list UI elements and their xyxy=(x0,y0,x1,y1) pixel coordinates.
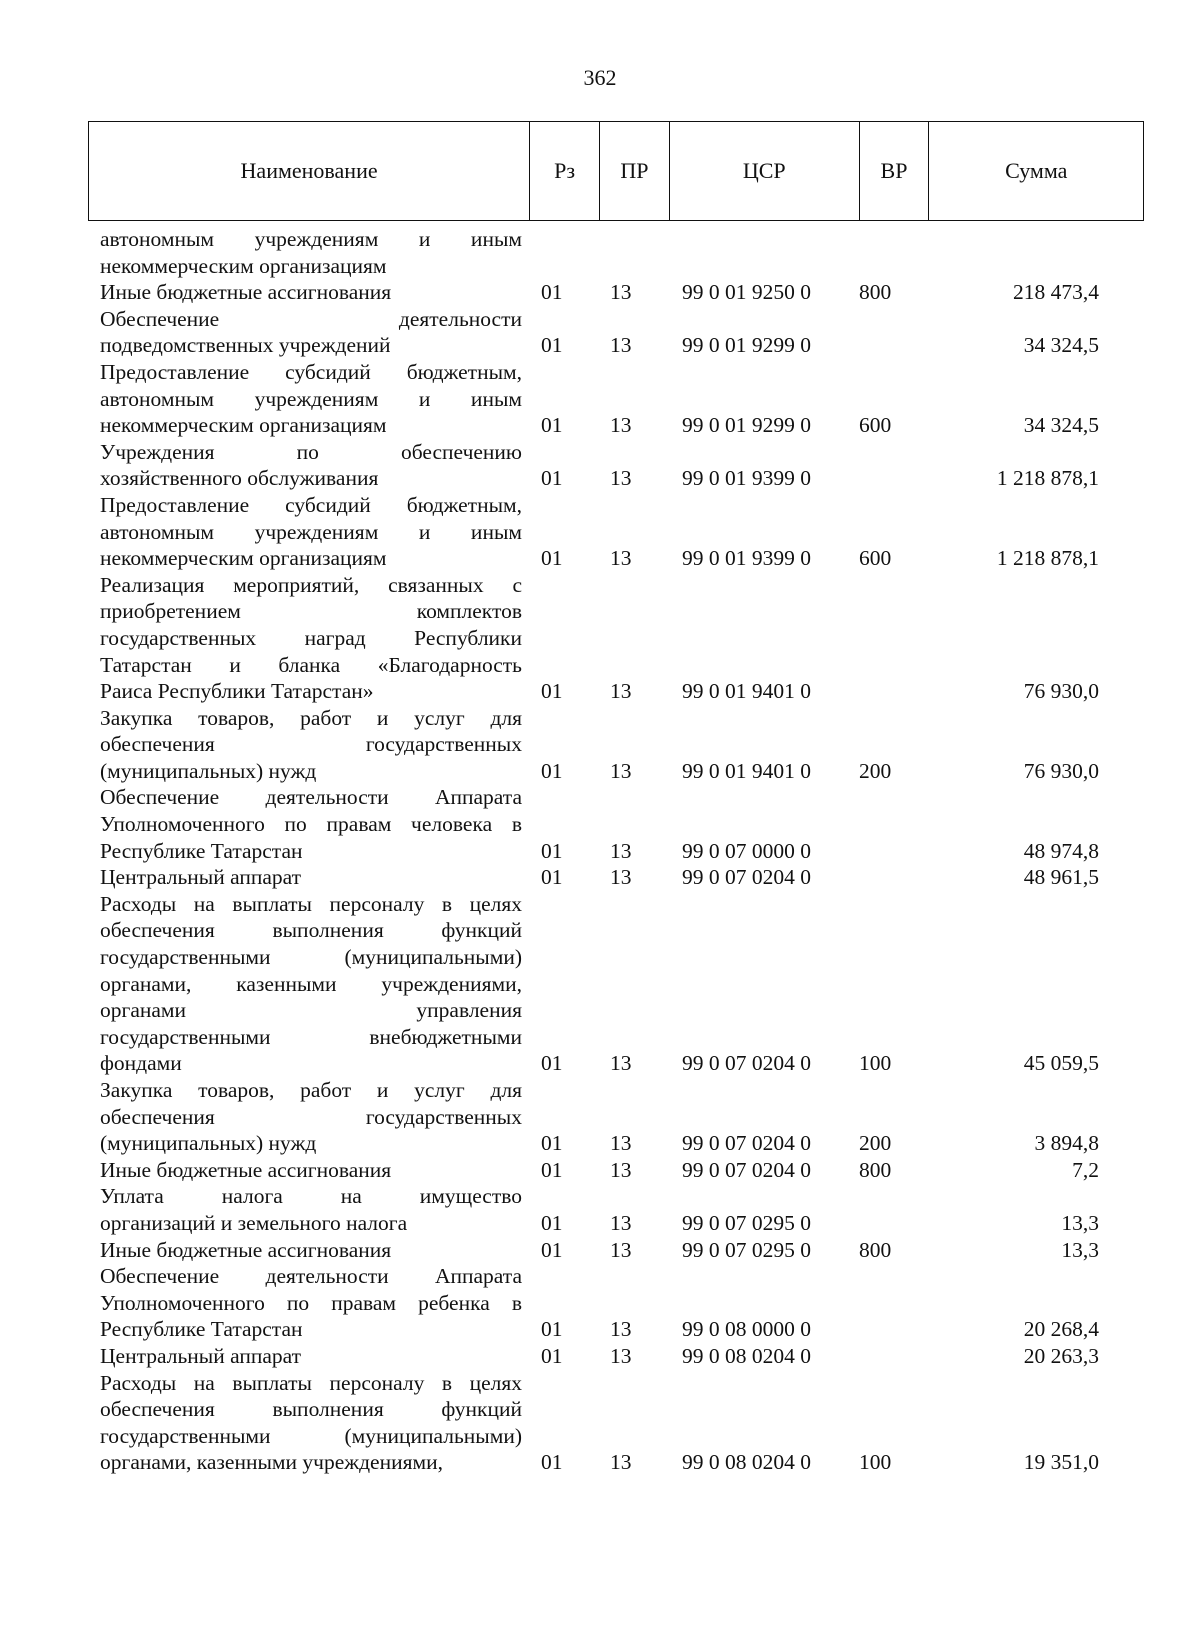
row-name-line: Учреждения по обеспечению xyxy=(100,439,522,464)
cell-rz: 01 xyxy=(541,1317,563,1342)
row-name-line: государственными (муниципальными) xyxy=(100,1423,522,1448)
cell-pr: 13 xyxy=(610,413,632,438)
row-name-line: фондами xyxy=(100,1051,182,1076)
table-row xyxy=(100,1343,1144,1370)
cell-rz: 01 xyxy=(541,679,563,704)
cell-vr: 800 xyxy=(859,280,892,305)
table-row xyxy=(100,864,1144,891)
cell-pr: 13 xyxy=(610,1237,632,1262)
cell-csr: 99 0 01 9299 0 xyxy=(682,413,811,438)
cell-sum: 3 894,8 xyxy=(1034,1131,1099,1156)
table-row xyxy=(100,784,1144,864)
cell-csr: 99 0 01 9399 0 xyxy=(682,546,811,571)
cell-rz: 01 xyxy=(541,1343,563,1368)
row-name-line: Уплата налога на имущество xyxy=(100,1184,522,1209)
cell-rz: 01 xyxy=(541,1131,563,1156)
header-name: Наименование xyxy=(89,122,530,220)
cell-rz: 01 xyxy=(541,466,563,491)
table-row xyxy=(100,279,1144,306)
row-name-line: хозяйственного обслуживания xyxy=(100,466,379,491)
cell-csr: 99 0 07 0000 0 xyxy=(682,838,811,863)
row-name-line: Республике Татарстан xyxy=(100,1317,303,1342)
cell-rz: 01 xyxy=(541,333,563,358)
cell-sum: 45 059,5 xyxy=(1023,1051,1099,1076)
row-name-line: Обеспечение деятельности xyxy=(100,306,522,331)
cell-sum: 7,2 xyxy=(1072,1157,1099,1182)
table-row xyxy=(100,492,1144,572)
cell-csr: 99 0 07 0204 0 xyxy=(682,1157,811,1182)
row-name xyxy=(100,1183,522,1236)
cell-vr: 800 xyxy=(859,1157,892,1182)
row-name-line: Республике Татарстан xyxy=(100,838,303,863)
row-name xyxy=(100,279,522,306)
table-row xyxy=(100,1157,1144,1184)
table-row xyxy=(100,1263,1144,1343)
header-rz: Рз xyxy=(530,122,600,220)
row-name xyxy=(100,492,522,572)
table-row xyxy=(100,1077,1144,1157)
cell-pr: 13 xyxy=(610,1051,632,1076)
row-name-line: некоммерческим организациям xyxy=(100,253,387,278)
row-name xyxy=(100,1370,522,1476)
cell-csr: 99 0 01 9250 0 xyxy=(682,280,811,305)
row-name xyxy=(100,784,522,864)
table-header xyxy=(88,121,1144,221)
row-name-line: обеспечения выполнения функций xyxy=(100,1397,522,1422)
row-name xyxy=(100,705,522,785)
row-name-line: Закупка товаров, работ и услуг для xyxy=(100,705,522,730)
cell-rz: 01 xyxy=(541,280,563,305)
page-number: 362 xyxy=(583,65,617,90)
cell-pr: 13 xyxy=(610,466,632,491)
cell-rz: 01 xyxy=(541,1051,563,1076)
row-name-line: Закупка товаров, работ и услуг для xyxy=(100,1078,522,1102)
cell-sum: 20 263,3 xyxy=(1023,1343,1099,1368)
table-row xyxy=(100,439,1144,492)
row-name-line: некоммерческим организациям xyxy=(100,413,387,438)
table-row xyxy=(100,572,1144,705)
header-pr: ПР xyxy=(600,122,670,220)
cell-csr: 99 0 08 0204 0 xyxy=(682,1343,811,1368)
cell-rz: 01 xyxy=(541,1237,563,1262)
row-name-line: органами управления xyxy=(100,998,522,1023)
cell-sum: 1 218 878,1 xyxy=(996,546,1099,571)
header-vr: ВР xyxy=(860,122,930,220)
row-name-line: Татарстан и бланка «Благодарность xyxy=(100,652,522,677)
row-name-line: государственными (муниципальными) xyxy=(100,945,522,970)
header-csr: ЦСР xyxy=(670,122,860,220)
cell-csr: 99 0 08 0000 0 xyxy=(682,1317,811,1342)
row-name-line: Предоставление субсидий бюджетным, xyxy=(100,492,522,517)
row-name-line: Обеспечение деятельности Аппарата xyxy=(100,1264,522,1289)
cell-pr: 13 xyxy=(610,1450,632,1475)
cell-sum: 76 930,0 xyxy=(1023,758,1099,783)
row-name-line: подведомственных учреждений xyxy=(100,333,391,358)
table-row xyxy=(100,1183,1144,1236)
cell-pr: 13 xyxy=(610,546,632,571)
cell-vr: 100 xyxy=(859,1051,892,1076)
cell-rz: 01 xyxy=(541,1450,563,1475)
row-name-line: обеспечения выполнения функций xyxy=(100,918,522,943)
cell-rz: 01 xyxy=(541,838,563,863)
cell-vr: 100 xyxy=(859,1450,892,1475)
row-name-line: организаций и земельного налога xyxy=(100,1210,408,1235)
row-name-line: автономным учреждениям и иным xyxy=(100,519,522,544)
row-name xyxy=(100,572,522,705)
cell-pr: 13 xyxy=(610,838,632,863)
cell-pr: 13 xyxy=(610,679,632,704)
row-name-line: Иные бюджетные ассигнования xyxy=(100,1157,392,1182)
row-name-line: органами, казенными учреждениями, xyxy=(100,971,522,996)
row-name xyxy=(100,864,522,891)
row-name-line: Обеспечение деятельности Аппарата xyxy=(100,785,522,810)
row-name-line: государственных наград Республики xyxy=(100,625,522,650)
header-sum: Сумма xyxy=(1005,158,1068,183)
cell-vr: 600 xyxy=(859,413,892,438)
cell-csr: 99 0 08 0204 0 xyxy=(682,1450,811,1475)
row-name xyxy=(100,1263,522,1343)
row-name-line: органами, казенными учреждениями, xyxy=(100,1450,443,1475)
cell-pr: 13 xyxy=(610,333,632,358)
row-name xyxy=(100,306,522,359)
cell-sum: 48 961,5 xyxy=(1023,865,1099,890)
row-name-line: обеспечения государственных xyxy=(100,732,522,757)
row-name xyxy=(100,1343,522,1370)
cell-vr: 200 xyxy=(859,758,892,783)
row-name-line: государственными внебюджетными xyxy=(100,1024,522,1049)
row-name-line: Уполномоченного по правам ребенка в xyxy=(100,1290,522,1315)
cell-rz: 01 xyxy=(541,413,563,438)
row-name-line: Центральный аппарат xyxy=(100,1343,302,1368)
cell-csr: 99 0 01 9401 0 xyxy=(682,758,811,783)
row-name-line: Предоставление субсидий бюджетным, xyxy=(100,359,522,384)
row-name-line: (муниципальных) нужд xyxy=(100,758,317,783)
cell-csr: 99 0 07 0295 0 xyxy=(682,1237,811,1262)
cell-sum: 1 218 878,1 xyxy=(996,466,1099,491)
row-name xyxy=(100,439,522,492)
cell-csr: 99 0 01 9399 0 xyxy=(682,466,811,491)
row-name-line: Иные бюджетные ассигнования xyxy=(100,280,392,305)
row-name-line: (муниципальных) нужд xyxy=(100,1131,317,1156)
cell-sum: 13,3 xyxy=(1061,1237,1099,1262)
table-row xyxy=(100,1370,1144,1476)
cell-pr: 13 xyxy=(610,758,632,783)
row-name-line: некоммерческим организациям xyxy=(100,546,387,571)
cell-pr: 13 xyxy=(610,865,632,890)
row-name-line: Центральный аппарат xyxy=(100,865,302,890)
row-name-line: Иные бюджетные ассигнования xyxy=(100,1237,392,1262)
row-name xyxy=(100,1077,522,1157)
row-name-line: автономным учреждениям и иным xyxy=(100,386,522,411)
row-name-line: приобретением комплектов xyxy=(100,599,522,624)
cell-sum: 218 473,4 xyxy=(1013,280,1099,305)
cell-pr: 13 xyxy=(610,1131,632,1156)
cell-sum: 19 351,0 xyxy=(1023,1450,1099,1475)
cell-sum: 20 268,4 xyxy=(1023,1317,1099,1342)
table-row xyxy=(100,891,1144,1077)
table-row xyxy=(100,226,1144,279)
row-name xyxy=(100,359,522,439)
table-row xyxy=(100,359,1144,439)
cell-vr: 200 xyxy=(859,1131,892,1156)
row-name xyxy=(100,1237,522,1264)
cell-pr: 13 xyxy=(610,1317,632,1342)
row-name xyxy=(100,226,522,279)
table-row xyxy=(100,705,1144,785)
row-name-line: Расходы на выплаты персоналу в целях xyxy=(100,891,522,916)
row-name xyxy=(100,891,522,1077)
cell-rz: 01 xyxy=(541,758,563,783)
row-name-line: Раиса Республики Татарстан» xyxy=(100,679,374,704)
row-name-line: Уполномоченного по правам человека в xyxy=(100,812,522,837)
cell-sum: 34 324,5 xyxy=(1023,333,1099,358)
cell-csr: 99 0 01 9401 0 xyxy=(682,679,811,704)
cell-csr: 99 0 07 0204 0 xyxy=(682,1051,811,1076)
cell-vr: 600 xyxy=(859,546,892,571)
cell-rz: 01 xyxy=(541,865,563,890)
cell-rz: 01 xyxy=(541,1210,563,1235)
cell-pr: 13 xyxy=(610,1157,632,1182)
cell-sum: 34 324,5 xyxy=(1023,413,1099,438)
cell-csr: 99 0 07 0295 0 xyxy=(682,1210,811,1235)
cell-vr: 800 xyxy=(859,1237,892,1262)
cell-sum: 13,3 xyxy=(1061,1210,1099,1235)
cell-pr: 13 xyxy=(610,280,632,305)
cell-csr: 99 0 07 0204 0 xyxy=(682,1131,811,1156)
cell-csr: 99 0 01 9299 0 xyxy=(682,333,811,358)
cell-sum: 48 974,8 xyxy=(1023,838,1099,863)
cell-sum: 76 930,0 xyxy=(1023,679,1099,704)
cell-pr: 13 xyxy=(610,1210,632,1235)
table-body xyxy=(100,226,1144,1476)
table-row xyxy=(100,1237,1144,1264)
row-name-line: автономным учреждениям и иным xyxy=(100,227,522,251)
row-name-line: Расходы на выплаты персоналу в целях xyxy=(100,1370,522,1395)
row-name-line: Реализация мероприятий, связанных с xyxy=(100,572,522,597)
row-name xyxy=(100,1157,522,1184)
cell-rz: 01 xyxy=(541,1157,563,1182)
cell-pr: 13 xyxy=(610,1343,632,1368)
row-name-line: обеспечения государственных xyxy=(100,1104,522,1129)
cell-rz: 01 xyxy=(541,546,563,571)
cell-csr: 99 0 07 0204 0 xyxy=(682,865,811,890)
table-row xyxy=(100,306,1144,359)
